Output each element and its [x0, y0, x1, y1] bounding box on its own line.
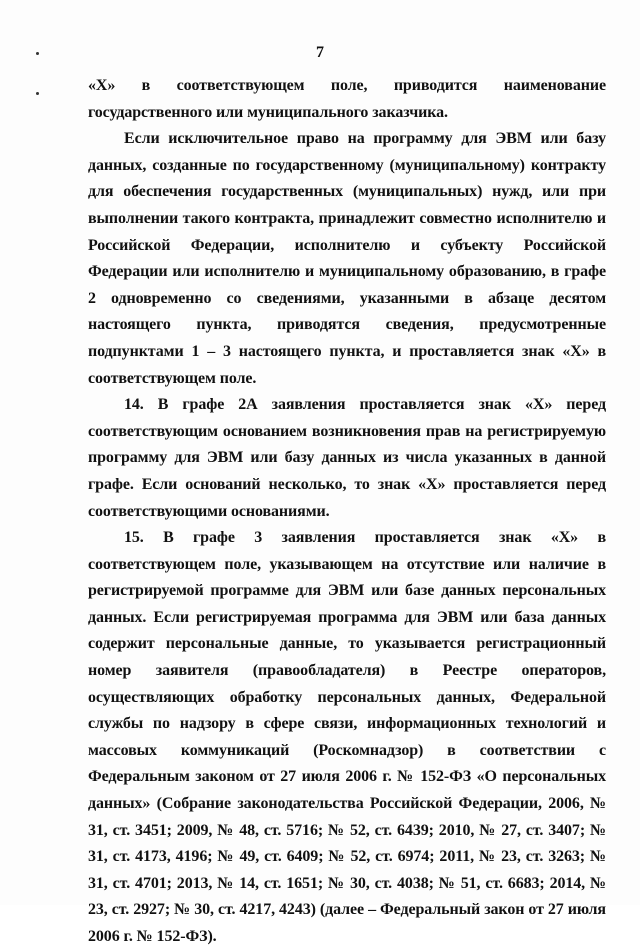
scan-speck: [36, 92, 39, 95]
page-number: 7: [316, 44, 324, 61]
paragraph-item-14: 14. В графе 2А заявления проставляется знак «Х» перед соответствующим основанием возникновения прав на регистрируемую программу для ЭВМ или базу данных из числа указанных в данной графе. Если оснований несколько, то знак «Х» проставляется перед соответствующими основаниями.: [88, 396, 606, 520]
paragraph-continuation: «Х» в соответствующем поле, приводится наименование государственного или муниципального заказчика.: [88, 77, 606, 121]
paragraph-joint-rights: Если исключительное право на программу для ЭВМ или базу данных, созданные по государственному (муниципальному) контракту для обеспечения государственных (муниципальных) нужд, или при выполнении такого контракта, принадлежит совместно исполнителю и Российской Федерации, исполнителю и субъекту Российской Федерации или исполнителю и муниципальному образованию, в графе 2 одновременно со сведениями, указанными в абзаце десятом настоящего пункта, приводятся сведения, предусмотренные подпунктами 1 – 3 настоящего пункта, и проставляется знак «Х» в соответствующем поле.: [88, 130, 606, 387]
paragraph-item-15: 15. В графе 3 заявления проставляется знак «Х» в соответствующем поле, указывающем на отсутствие или наличие в регистрируемой программе для ЭВМ или базе данных персональных данных. Если регистрируемая программа для ЭВМ или база данных содержит персональные данные, то указывается регистрационный номер заявителя (правообладателя) в Реестре операторов, осуществляющих обработку персональных данных, Федеральной службы по надзору в сфере связи, информационных технологий и массовых коммуникаций (Роскомнадзор) в соответствии с Федеральным законом от 27 июля 2006 г. № 152-ФЗ «О персональных данных» (Собрание законодательства Российской Федерации, 2006, № 31, ст. 3451; 2009, № 48, ст. 5716; № 52, ст. 6439; 2010, № 27, ст. 3407; № 31, ст. 4173, 4196; № 49, ст. 6409; № 52, ст. 6974; 2011, № 23, ст. 3263; № 31, ст. 4701; 2013, № 14, ст. 1651; № 30, ст. 4038; № 51, ст. 6683; 2014, № 23, ст. 2927; № 30, ст. 4217, 4243) (далее – Федеральный закон от 27 июля 2006 г. № 152-ФЗ).: [88, 529, 606, 945]
document-body: [88, 73, 606, 951]
